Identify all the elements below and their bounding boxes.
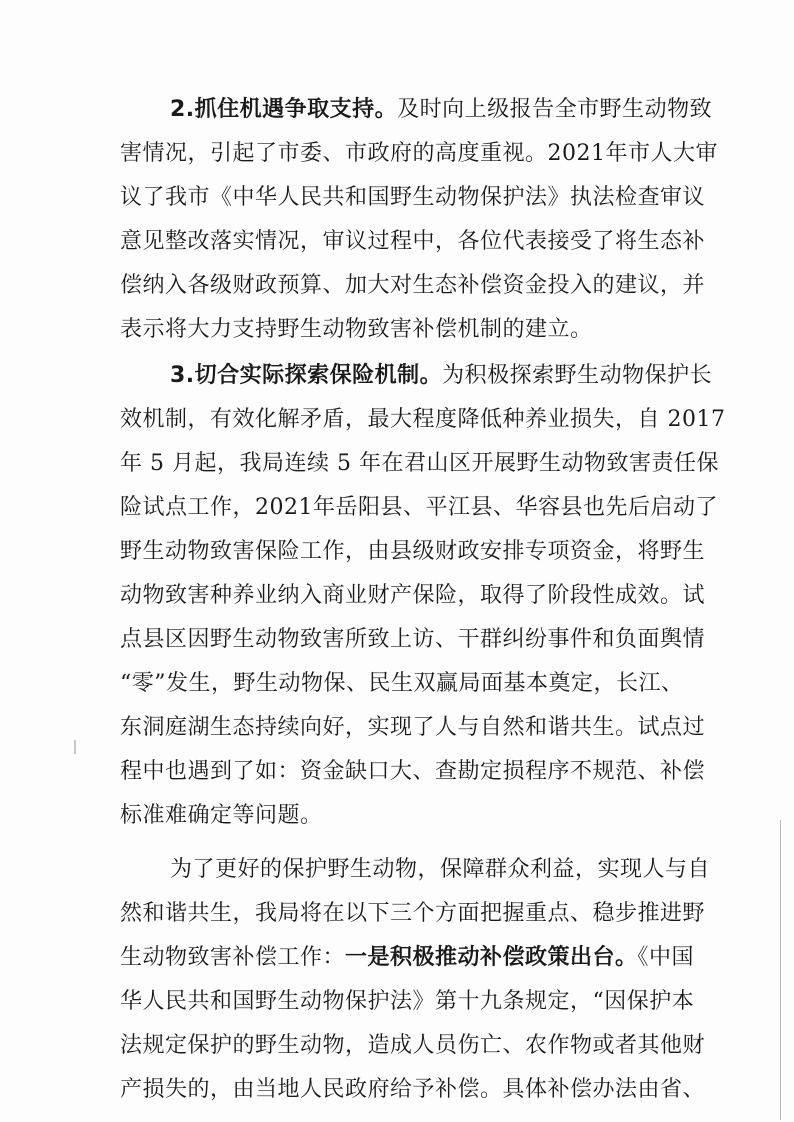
scan-edge-line: [780, 820, 781, 1120]
paragraph-2-text: 及时向上级报告全市野生动物致: [397, 97, 713, 122]
paragraph-3-line-6: 动物致害种养业纳入商业财产保险，取得了阶段性成效。试: [120, 583, 706, 608]
paragraph-3-line-4: 险试点工作，2021年岳阳县、平江县、华容县也先后启动了: [120, 495, 718, 520]
paragraph-3-line-11: 标准难确定等问题。: [120, 803, 323, 828]
paragraph-4-line-2: 然和谐共生，我局将在以下三个方面把握重点、稳步推进野: [120, 901, 706, 926]
paragraph-3-line-10: 程中也遇到了如：资金缺口大、查勘定损程序不规范、补偿: [120, 759, 706, 784]
paragraph-4-text-pre: 生动物致害补偿工作：: [120, 945, 346, 970]
paragraph-2-line-6: 表示将大力支持野生动物致害补偿机制的建立。: [120, 317, 593, 342]
paragraph-4-line-6: 产损失的，由当地人民政府给予补偿。具体补偿办法由省、: [120, 1077, 706, 1102]
paragraph-3-heading: 3.切合实际探索保险机制。: [170, 363, 443, 388]
scan-mark: [74, 740, 76, 754]
paragraph-3-line-3: 年 5 月起，我局连续 5 年在君山区开展野生动物致害责任保: [120, 451, 719, 476]
paragraph-4-line-3: [120, 936, 695, 980]
paragraph-3-line-7: 点县区因野生动物致害所致上访、干群纠纷事件和负面舆情: [120, 627, 706, 652]
paragraph-2-line-5: 偿纳入各级财政预算、加大对生态补偿资金投入的建议，并: [120, 273, 706, 298]
paragraph-3-line-9: 东洞庭湖生态持续向好，实现了人与自然和谐共生。试点过: [120, 715, 706, 740]
paragraph-2-line-3: 议了我市《中华人民共和国野生动物保护法》执法检查审议: [120, 185, 706, 210]
paragraph-4-line-5: 法规定保护的野生动物，造成人员伤亡、农作物或者其他财: [120, 1033, 706, 1058]
paragraph-4-text-post: 《中国: [637, 945, 695, 970]
paragraph-3-line-5: 野生动物致害保险工作，由县级财政安排专项资金，将野生: [120, 539, 706, 564]
paragraph-4-line-4: 华人民共和国野生动物保护法》第十九条规定，“因保护本: [120, 989, 695, 1014]
paragraph-2-line-2: 害情况，引起了市委、市政府的高度重视。2021年市人大审: [120, 141, 718, 166]
paragraph-4-emphasis: 一是积极推动补偿政策出台。: [345, 945, 638, 970]
paragraph-3-line-2: 效机制，有效化解矛盾，最大程度降低种养业损失，自 2017: [120, 407, 726, 432]
paragraph-4-line-1: 为了更好的保护野生动物，保障群众利益，实现人与自: [170, 857, 711, 882]
paragraph-2-heading: 2.抓住机遇争取支持。: [170, 97, 398, 122]
paragraph-2-line-1: [170, 88, 713, 132]
paragraph-3-text: 为积极探索野生动物保护长: [442, 363, 713, 388]
paragraph-2-line-4: 意见整改落实情况，审议过程中，各位代表接受了将生态补: [120, 229, 706, 254]
paragraph-3-line-8: “零”发生，野生动物保、民生双赢局面基本奠定，长江、: [120, 671, 684, 696]
paragraph-3-line-1: [170, 354, 713, 398]
